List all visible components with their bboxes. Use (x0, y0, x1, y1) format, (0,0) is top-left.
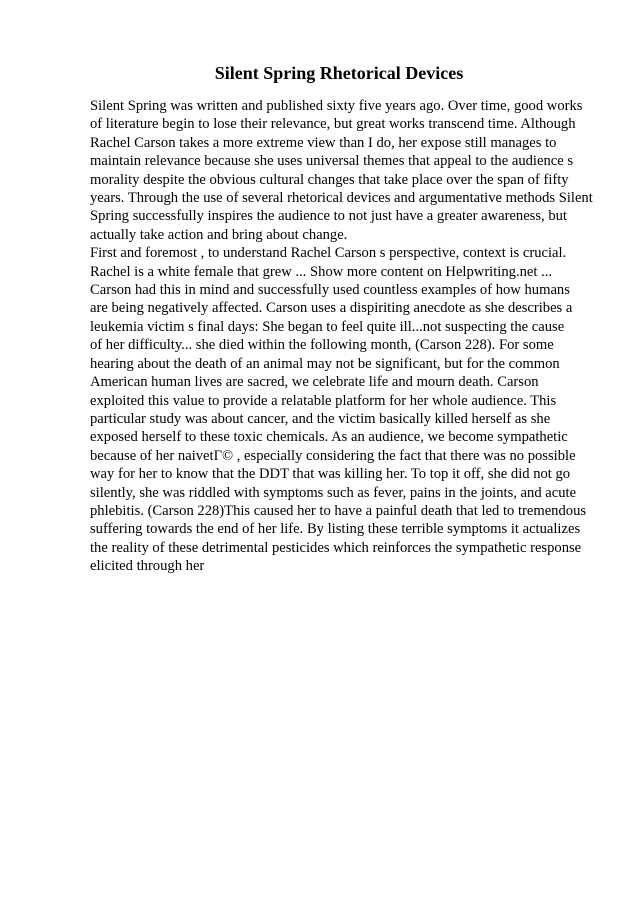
body-line: the reality of these detrimental pesticides which reinforces the sympathetic response (90, 539, 582, 556)
body-line: years. Through the use of several rhetorical devices and argumentative methods Silent (90, 190, 593, 207)
body-line: because of her naivetГ© , especially considering the fact that there was no possible (90, 447, 576, 464)
body-line: way for her to know that the DDT that was killing her. To top it off, she did not go (90, 466, 571, 483)
body-line: Rachel Carson takes a more extreme view than I do, her expose still manages to (90, 134, 557, 151)
body-line: exploited this value to provide a relatable platform for her whole audience. This (90, 392, 557, 409)
body-line: phlebitis. (Carson 228)This caused her to have a painful death that led to tremendous (90, 502, 587, 519)
body-line: elicited through her (90, 558, 205, 575)
document-body (90, 97, 600, 576)
body-line: of her difficulty... she died within the following month, (Carson 228). For some (90, 337, 554, 354)
body-line: First and foremost , to understand Rachel Carson s perspective, context is crucial. (90, 245, 567, 262)
body-line: American human lives are sacred, we celebrate life and mourn death. Carson (90, 374, 539, 391)
document-title: Silent Spring Rhetorical Devices (214, 63, 464, 83)
body-line: Spring successfully inspires the audience to not just have a greater awareness, but (90, 208, 567, 225)
body-line: exposed herself to these toxic chemicals. As an audience, we become sympathetic (90, 429, 568, 446)
body-line: leukemia victim s final days: She began to feel quite ill...not suspecting the cause (90, 318, 565, 335)
body-line: morality despite the obvious cultural changes that take place over the span of fifty (90, 171, 569, 188)
body-line: particular study was about cancer, and the victim basically killed herself as she (90, 410, 551, 427)
body-line: Silent Spring was written and published sixty five years ago. Over time, good works (90, 98, 583, 114)
body-line: maintain relevance because she uses universal themes that appeal to the audience s (90, 153, 574, 170)
body-line: Carson had this in mind and successfully used countless examples of how humans (90, 282, 570, 299)
body-line: are being negatively affected. Carson uses a dispiriting anecdote as she describes a (90, 300, 573, 317)
body-line: hearing about the death of an animal may not be significant, but for the common (90, 355, 560, 372)
body-line: Rachel is a white female that grew ... Show more content on Helpwriting.net ... (90, 263, 553, 280)
body-line: suffering towards the end of her life. By listing these terrible symptoms it actualizes (90, 521, 581, 538)
body-line: actually take action and bring about change. (90, 226, 348, 243)
body-line: of literature begin to lose their relevance, but great works transcend time. Although (90, 116, 576, 133)
body-line: silently, she was riddled with symptoms such as fever, pains in the joints, and acute (90, 484, 577, 501)
